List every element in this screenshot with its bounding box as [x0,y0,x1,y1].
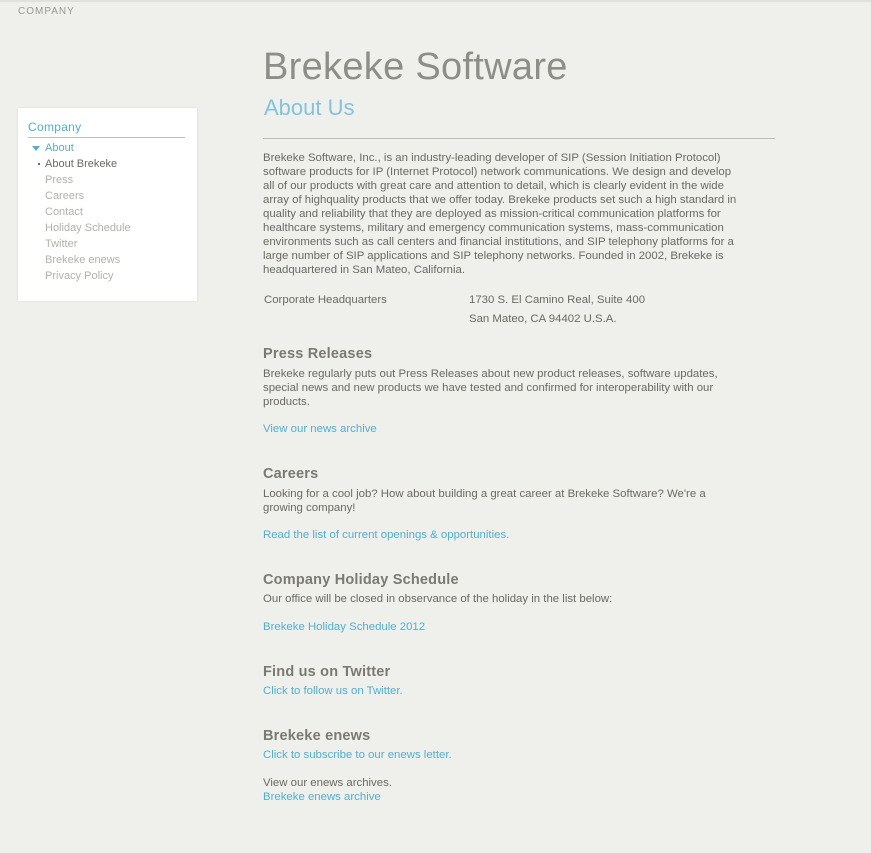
press-text-line: Brekeke regularly puts out Press Releases about new product releases, software updates, [263,368,718,380]
sidebar-item-holiday-schedule[interactable]: Holiday Schedule [45,222,131,234]
sidebar-item-about-label: About [45,142,74,154]
careers-heading: Careers [263,466,319,482]
intro-line: Brekeke Software, Inc., is an industry-leading developer of SIP (Session Initiation Protocol) [263,152,721,164]
sidebar-item-contact[interactable]: Contact [45,206,83,218]
sidebar-item-careers[interactable]: Careers [45,190,85,202]
twitter-follow-link[interactable]: Click to follow us on Twitter. [263,685,403,697]
sidebar-item-about-brekeke[interactable] [28,156,131,172]
intro-line: array of highquality products that we offer today. Brekeke products set such a high standard in [263,194,737,206]
page-title: About Us [264,95,355,120]
hq-address-line2: San Mateo, CA 94402 U.S.A. [469,313,617,325]
top-border [0,0,871,2]
sidebar-item-label: About Brekeke [45,158,118,170]
holiday-heading: Company Holiday Schedule [263,572,459,588]
holiday-schedule-link[interactable]: Brekeke Holiday Schedule 2012 [263,621,426,633]
intro-line: healthcare systems, military and emergency communication systems, mass-communication [263,222,724,234]
press-text-line: special news and new products we have tested and confirmed for interoperability with our [263,382,714,394]
bullet-icon [38,163,40,165]
careers-text [263,487,775,515]
careers-text-line: growing company! [263,502,356,514]
intro-line: headquartered in San Mateo, California. [263,264,465,276]
sidebar-item-about[interactable] [28,140,131,156]
title-divider [263,138,775,139]
careers-text-line: Looking for a cool job? How about building a great career at Brekeke Software? We're a [263,488,706,500]
enews-heading: Brekeke enews [263,728,371,744]
sidebar-nav [28,140,131,284]
press-text [263,367,775,409]
enews-subscribe-link[interactable]: Click to subscribe to our enews letter. [263,749,452,761]
holiday-text: Our office will be closed in observance of the holiday in the list below: [263,593,613,605]
twitter-heading: Find us on Twitter [263,664,391,680]
sidebar [18,108,197,301]
sidebar-divider [28,137,185,138]
enews-archive-text: View our enews archives. [263,777,392,789]
intro-line: environments such as call centers and financial institutions, and SIP telephony platforms for a [263,236,734,248]
press-text-line: products. [263,396,310,408]
sidebar-title-company[interactable]: Company [28,120,82,134]
section-label: COMPANY [18,6,75,17]
intro-line: software products for IP (Internet Protocol) network communications. We design and develop [263,166,732,178]
sidebar-item-press[interactable]: Press [45,174,74,186]
sidebar-item-privacy-policy[interactable]: Privacy Policy [45,270,114,282]
sidebar-item-brekeke-enews[interactable]: Brekeke enews [45,254,121,266]
intro-line: quality and reliability that they are deployed as mission-critical communication platforms for [263,208,721,220]
news-archive-link[interactable]: View our news archive [263,423,377,435]
enews-archive-link[interactable]: Brekeke enews archive [263,791,381,803]
intro-line: large number of SIP applications and SIP telephony networks. Founded in 2002, Brekeke is [263,250,724,262]
intro-paragraph [263,151,775,277]
site-title: Brekeke Software [263,46,568,88]
hq-address-line1: 1730 S. El Camino Real, Suite 400 [469,294,646,306]
intro-line: all of our products with great care and attention to detail, which is clearly evident in the wide [263,180,724,192]
openings-link[interactable]: Read the list of current openings & opportunities. [263,529,510,541]
triangle-down-icon [32,146,40,151]
hq-label: Corporate Headquarters [264,294,387,306]
sidebar-item-twitter[interactable]: Twitter [45,238,78,250]
press-heading: Press Releases [263,346,373,362]
